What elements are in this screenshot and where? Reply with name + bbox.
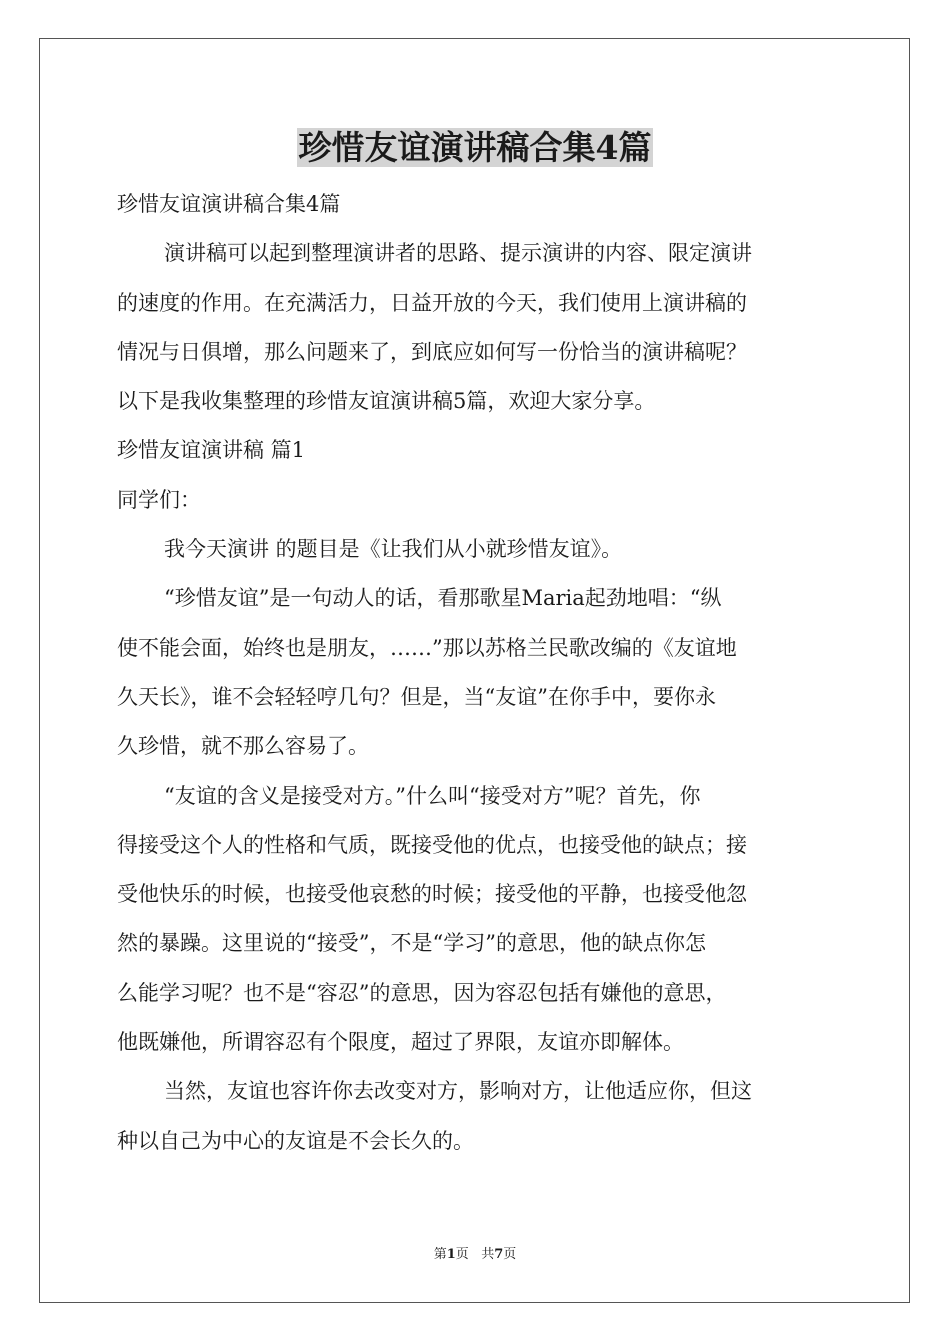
text-line: 我今天演讲 的题目是《让我们从小就珍惜友谊》。: [164, 537, 623, 562]
text-line: 然的暴躁。这里说的“接受”，不是“学习”的意思，他的缺点你怎: [117, 931, 706, 956]
text-line: 久天长》，谁不会轻轻哼几句？但是，当“友谊”在你手中，要你永: [117, 684, 716, 709]
footer-page-suffix: 页: [455, 1247, 469, 1262]
footer-total-pages: 7: [494, 1247, 504, 1262]
text-line: 的速度的作用。在充满活力，日益开放的今天，我们使用上演讲稿的: [117, 290, 747, 315]
document-title-text: 珍惜友谊演讲稿合集4篇: [298, 128, 652, 167]
text-line: 久珍惜，就不那么容易了。: [117, 734, 369, 759]
text-line: 受他快乐的时候，也接受他哀愁的时候；接受他的平静，也接受他忽: [117, 882, 747, 907]
text-line: “珍惜友谊”是一句动人的话，看那歌星Maria起劲地唱：“纵: [164, 586, 722, 611]
page-footer: [0, 1245, 950, 1265]
text-line: 当然，友谊也容许你去改变对方，影响对方，让他适应你，但这: [164, 1079, 752, 1104]
document-title: [0, 126, 950, 170]
text-line: 使不能会面，始终也是朋友，……”那以苏格兰民歌改编的《友谊地: [117, 635, 737, 660]
text-line: 同学们：: [117, 487, 201, 512]
text-line: “友谊的含义是接受对方。”什么叫“接受对方”呢？首先，你: [164, 783, 701, 808]
text-line: 情况与日俱增，那么问题来了，到底应如何写一份恰当的演讲稿呢？: [117, 339, 747, 364]
text-line: 珍惜友谊演讲稿合集4篇: [117, 192, 341, 216]
footer-page-prefix: 第: [433, 1247, 447, 1262]
text-line: 珍惜友谊演讲稿 篇1: [117, 438, 306, 463]
document-body: [117, 180, 835, 1166]
footer-total-suffix: 页: [503, 1247, 517, 1262]
text-line: 得接受这个人的性格和气质，既接受他的优点，也接受他的缺点；接: [117, 832, 747, 857]
text-line: 演讲稿可以起到整理演讲者的思路、提示演讲的内容、限定演讲: [164, 241, 752, 266]
text-line: 以下是我收集整理的珍惜友谊演讲稿5篇，欢迎大家分享。: [117, 389, 656, 414]
text-line: 他既嫌他，所谓容忍有个限度，超过了界限，友谊亦即解体。: [117, 1030, 684, 1055]
footer-total-prefix: 共: [481, 1247, 495, 1262]
text-line: 种以自己为中心的友谊是不会长久的。: [117, 1128, 474, 1153]
text-line: 么能学习呢？也不是“容忍”的意思，因为容忍包括有嫌他的意思，: [117, 980, 727, 1005]
footer-page-number: 1: [446, 1247, 456, 1262]
